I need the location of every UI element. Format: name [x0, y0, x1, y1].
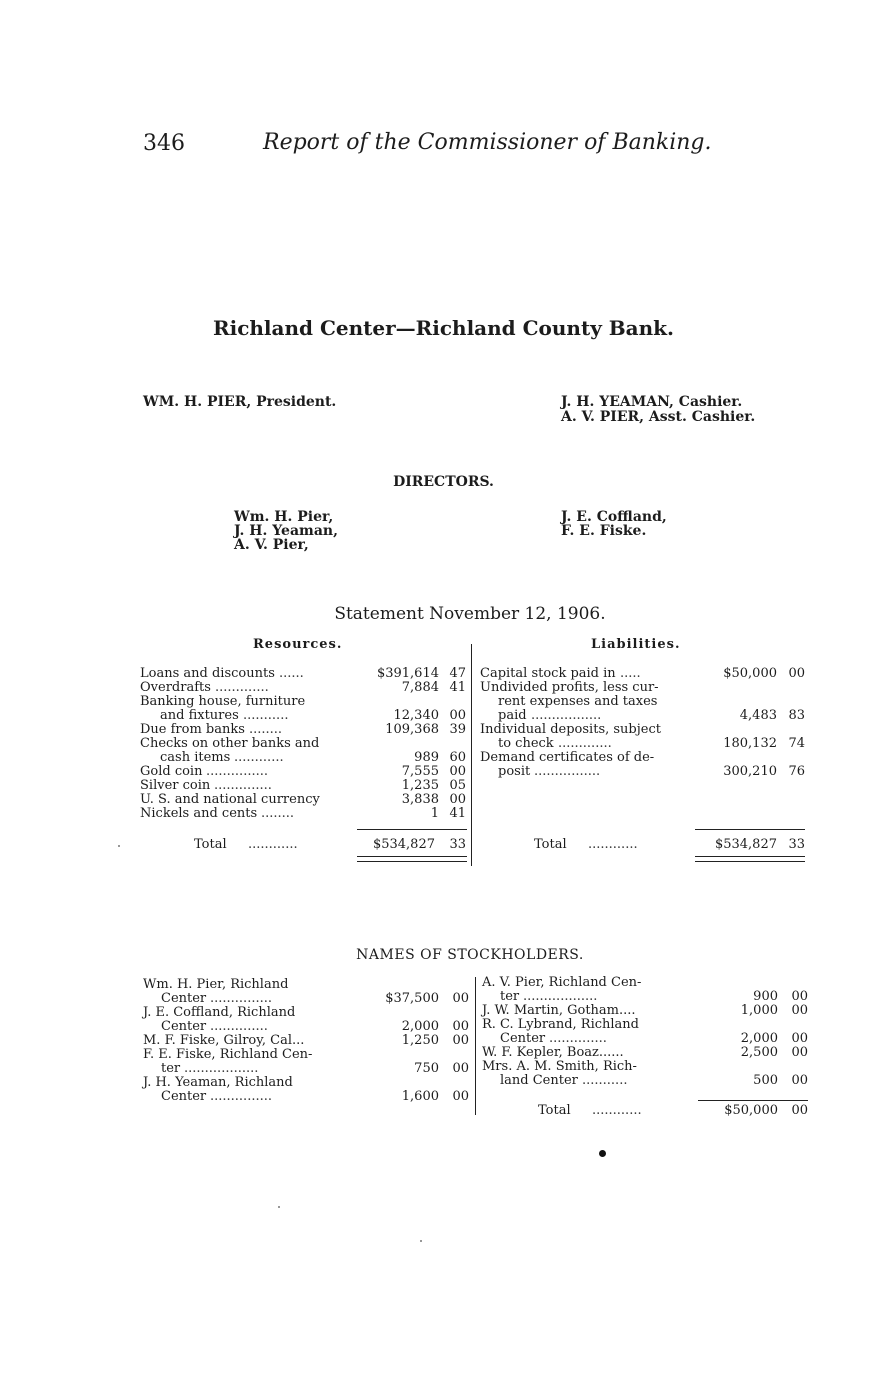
row-label: U. S. and national currency	[140, 792, 320, 807]
resource-row	[140, 695, 469, 709]
total-dollars: $50,000	[724, 1103, 778, 1118]
row-label: to check	[498, 736, 554, 751]
stockholder-row	[482, 1074, 808, 1088]
amount-cents: 00	[452, 1061, 469, 1076]
liability-row	[480, 695, 805, 709]
dot-leader: ...............	[210, 992, 272, 1006]
amount-dollars: 300,210	[723, 764, 777, 779]
dot-leader: ............	[234, 751, 284, 765]
row-label: cash items	[160, 750, 231, 765]
amount-dollars: 12,340	[393, 708, 439, 723]
row-label: Banking house, furniture	[140, 694, 306, 709]
resource-row	[140, 667, 469, 681]
stockholders-column-rule	[475, 977, 476, 1115]
amount-dollars: 750	[414, 1061, 439, 1076]
row-label: Individual deposits, subject	[480, 722, 661, 737]
directors-heading: DIRECTORS.	[393, 474, 494, 490]
dot-leader: .............	[558, 737, 612, 751]
liabilities-total-rule	[695, 829, 805, 830]
row-label: J. W. Martin, Gotham....	[482, 1003, 636, 1018]
stockholder-row	[143, 1020, 469, 1034]
amount-dollars: 2,000	[740, 1031, 778, 1046]
row-label: Gold coin	[140, 764, 203, 779]
directors-list-left	[234, 510, 338, 552]
row-label: Checks on other banks and	[140, 736, 320, 751]
dot-leader: ..............	[214, 779, 272, 793]
stockholder-row	[143, 1006, 469, 1020]
stockholder-row	[482, 1060, 808, 1074]
amount-cents: 00	[791, 1045, 808, 1060]
row-label: Center	[161, 991, 207, 1006]
stockholder-row	[143, 992, 469, 1006]
amount-dollars: 1,600	[401, 1089, 439, 1104]
running-title: Report of the Commissioner of Banking.	[263, 130, 712, 155]
ink-speck	[118, 845, 120, 847]
amount-cents: 39	[449, 722, 466, 737]
director-name: J. H. Yeaman,	[234, 523, 338, 539]
asst-cashier-line: A. V. PIER, Asst. Cashier.	[561, 409, 756, 425]
ink-blot	[599, 1150, 606, 1157]
total-cents: 00	[791, 1103, 808, 1118]
amount-dollars: 4,483	[739, 708, 777, 723]
liabilities-double-rule	[695, 856, 805, 862]
statement-title: Statement November 12, 1906.	[334, 604, 606, 624]
total-cents: 33	[449, 837, 466, 852]
director-name: A. V. Pier,	[234, 537, 309, 553]
amount-dollars: 3,838	[401, 792, 439, 807]
resource-row	[140, 681, 469, 695]
amount-cents: 00	[791, 1031, 808, 1046]
resource-row	[140, 723, 469, 737]
liability-row	[480, 751, 805, 765]
stockholder-row	[482, 1046, 808, 1060]
dot-leader: ..................	[523, 990, 598, 1004]
amount-dollars: 1	[430, 806, 439, 821]
director-name: Wm. H. Pier,	[234, 509, 334, 525]
row-label: ter	[500, 989, 520, 1004]
stockholders-left-table	[143, 978, 469, 1104]
amount-dollars: 109,368	[385, 722, 439, 737]
resources-total-rule	[357, 829, 467, 830]
liabilities-heading: Liabilities.	[591, 637, 681, 652]
row-label: paid	[498, 708, 527, 723]
liability-row	[480, 737, 805, 751]
amount-cents: 00	[452, 1019, 469, 1034]
row-label: J. H. Yeaman, Richland	[143, 1075, 293, 1090]
dot-leader: ...........	[243, 709, 289, 723]
stockholder-row	[143, 1076, 469, 1090]
row-label: ter	[161, 1061, 181, 1076]
amount-dollars: 2,000	[401, 1019, 439, 1034]
amount-dollars: 900	[753, 989, 778, 1004]
directors-list-right	[561, 510, 667, 538]
liability-row	[480, 723, 805, 737]
amount-dollars: 1,250	[401, 1033, 439, 1048]
amount-cents: 00	[449, 792, 466, 807]
stockholder-row	[143, 1090, 469, 1104]
resource-row	[140, 751, 469, 765]
ink-speck	[420, 1240, 422, 1242]
total-cents: 33	[788, 837, 805, 852]
amount-cents: 05	[449, 778, 466, 793]
stockholder-row	[143, 1048, 469, 1062]
stockholders-right-table	[482, 976, 808, 1088]
stockholders-total-row	[482, 1104, 808, 1118]
amount-dollars: $391,614	[376, 666, 439, 681]
amount-dollars: 1,000	[740, 1003, 778, 1018]
row-label: Demand certificates of de-	[480, 750, 655, 765]
total-label: Total	[534, 837, 567, 852]
row-label: Capital stock paid in	[480, 666, 616, 681]
resource-row	[140, 709, 469, 723]
total-label: Total	[194, 837, 227, 852]
amount-dollars: 989	[414, 750, 439, 765]
director-name: F. E. Fiske.	[561, 523, 647, 539]
row-label: Center	[161, 1019, 207, 1034]
row-label: and fixtures	[160, 708, 239, 723]
amount-cents: 00	[452, 991, 469, 1006]
dot-leader: .................	[531, 709, 602, 723]
resources-table	[140, 667, 469, 821]
row-label: R. C. Lybrand, Richland	[482, 1017, 639, 1032]
amount-cents: 83	[788, 708, 805, 723]
row-label: Due from banks	[140, 722, 245, 737]
amount-cents: 41	[449, 680, 466, 695]
row-label: W. F. Kepler, Boaz......	[482, 1045, 624, 1060]
row-label: posit	[498, 764, 531, 779]
amount-cents: 76	[788, 764, 805, 779]
amount-dollars: $37,500	[385, 991, 439, 1006]
stockholders-total-rule	[698, 1100, 808, 1101]
dot-leader: ......	[279, 667, 304, 681]
stockholder-row	[482, 976, 808, 990]
amount-dollars: 500	[753, 1073, 778, 1088]
dot-leader: ........	[249, 723, 283, 737]
amount-cents: 00	[791, 989, 808, 1004]
dot-leader: ..............	[549, 1032, 607, 1046]
amount-cents: 00	[788, 666, 805, 681]
cashier-line: J. H. YEAMAN, Cashier.	[561, 394, 743, 410]
president-line: WM. H. PIER, President.	[143, 394, 337, 410]
total-leader: ............	[588, 838, 638, 852]
resource-row	[140, 779, 469, 793]
liability-row	[480, 765, 805, 779]
director-name: J. E. Coffland,	[561, 509, 667, 525]
amount-cents: 74	[788, 736, 805, 751]
row-label: M. F. Fiske, Gilroy, Cal...	[143, 1033, 305, 1048]
amount-dollars: 7,555	[401, 764, 439, 779]
row-label: Mrs. A. M. Smith, Rich-	[482, 1059, 637, 1074]
stockholder-row	[143, 1062, 469, 1076]
liability-row	[480, 667, 805, 681]
dot-leader: .............	[215, 681, 269, 695]
row-label: J. E. Coffland, Richland	[143, 1005, 296, 1020]
total-dollars: $534,827	[714, 837, 777, 852]
row-label: F. E. Fiske, Richland Cen-	[143, 1047, 313, 1062]
amount-cents: 47	[449, 666, 466, 681]
stockholder-row	[143, 1034, 469, 1048]
liabilities-total-row	[480, 838, 805, 852]
dot-leader: .....	[620, 667, 641, 681]
resource-row	[140, 737, 469, 751]
amount-cents: 41	[449, 806, 466, 821]
amount-cents: 00	[791, 1003, 808, 1018]
liability-row	[480, 709, 805, 723]
amount-cents: 60	[449, 750, 466, 765]
row-label: Undivided profits, less cur-	[480, 680, 659, 695]
page-number: 346	[143, 131, 185, 156]
amount-dollars: 1,235	[401, 778, 439, 793]
amount-cents: 00	[449, 708, 466, 723]
amount-dollars: 7,884	[401, 680, 439, 695]
total-leader: ............	[248, 838, 298, 852]
amount-dollars: $50,000	[723, 666, 777, 681]
row-label: A. V. Pier, Richland Cen-	[482, 975, 642, 990]
dot-leader: ..................	[184, 1062, 259, 1076]
row-label: Center	[161, 1089, 207, 1104]
stockholder-row	[482, 1004, 808, 1018]
resources-double-rule	[357, 856, 467, 862]
amount-cents: 00	[449, 764, 466, 779]
total-dollars: $534,827	[372, 837, 435, 852]
liabilities-table	[480, 667, 805, 779]
column-rule	[471, 644, 472, 866]
resource-row	[140, 807, 469, 821]
dot-leader: ..............	[210, 1020, 268, 1034]
stockholder-row	[482, 1032, 808, 1046]
stockholder-row	[482, 1018, 808, 1032]
resources-total-row	[140, 838, 469, 852]
bank-title: Richland Center—Richland County Bank.	[212, 316, 675, 340]
row-label: rent expenses and taxes	[498, 694, 658, 709]
dot-leader: ...............	[206, 765, 268, 779]
amount-cents: 00	[452, 1089, 469, 1104]
dot-leader: ...........	[582, 1074, 628, 1088]
row-label: Nickels and cents	[140, 806, 258, 821]
resource-row	[140, 765, 469, 779]
total-label: Total	[538, 1103, 571, 1118]
liability-row	[480, 681, 805, 695]
resources-heading: Resources.	[253, 637, 343, 652]
resource-row	[140, 793, 469, 807]
dot-leader: ...............	[210, 1090, 272, 1104]
stockholders-heading: NAMES OF STOCKHOLDERS.	[356, 947, 584, 963]
row-label: Loans and discounts	[140, 666, 275, 681]
row-label: Silver coin	[140, 778, 211, 793]
row-label: Overdrafts	[140, 680, 211, 695]
amount-cents: 00	[452, 1033, 469, 1048]
amount-dollars: 180,132	[723, 736, 777, 751]
row-label: Center	[500, 1031, 546, 1046]
amount-cents: 00	[791, 1073, 808, 1088]
stockholder-row	[143, 978, 469, 992]
amount-dollars: 2,500	[740, 1045, 778, 1060]
dot-leader: ........	[261, 807, 295, 821]
row-label: land Center	[500, 1073, 578, 1088]
ink-speck	[278, 1206, 280, 1208]
stockholder-row	[482, 990, 808, 1004]
dot-leader: ................	[534, 765, 601, 779]
total-leader: ............	[592, 1104, 642, 1118]
row-label: Wm. H. Pier, Richland	[143, 977, 289, 992]
